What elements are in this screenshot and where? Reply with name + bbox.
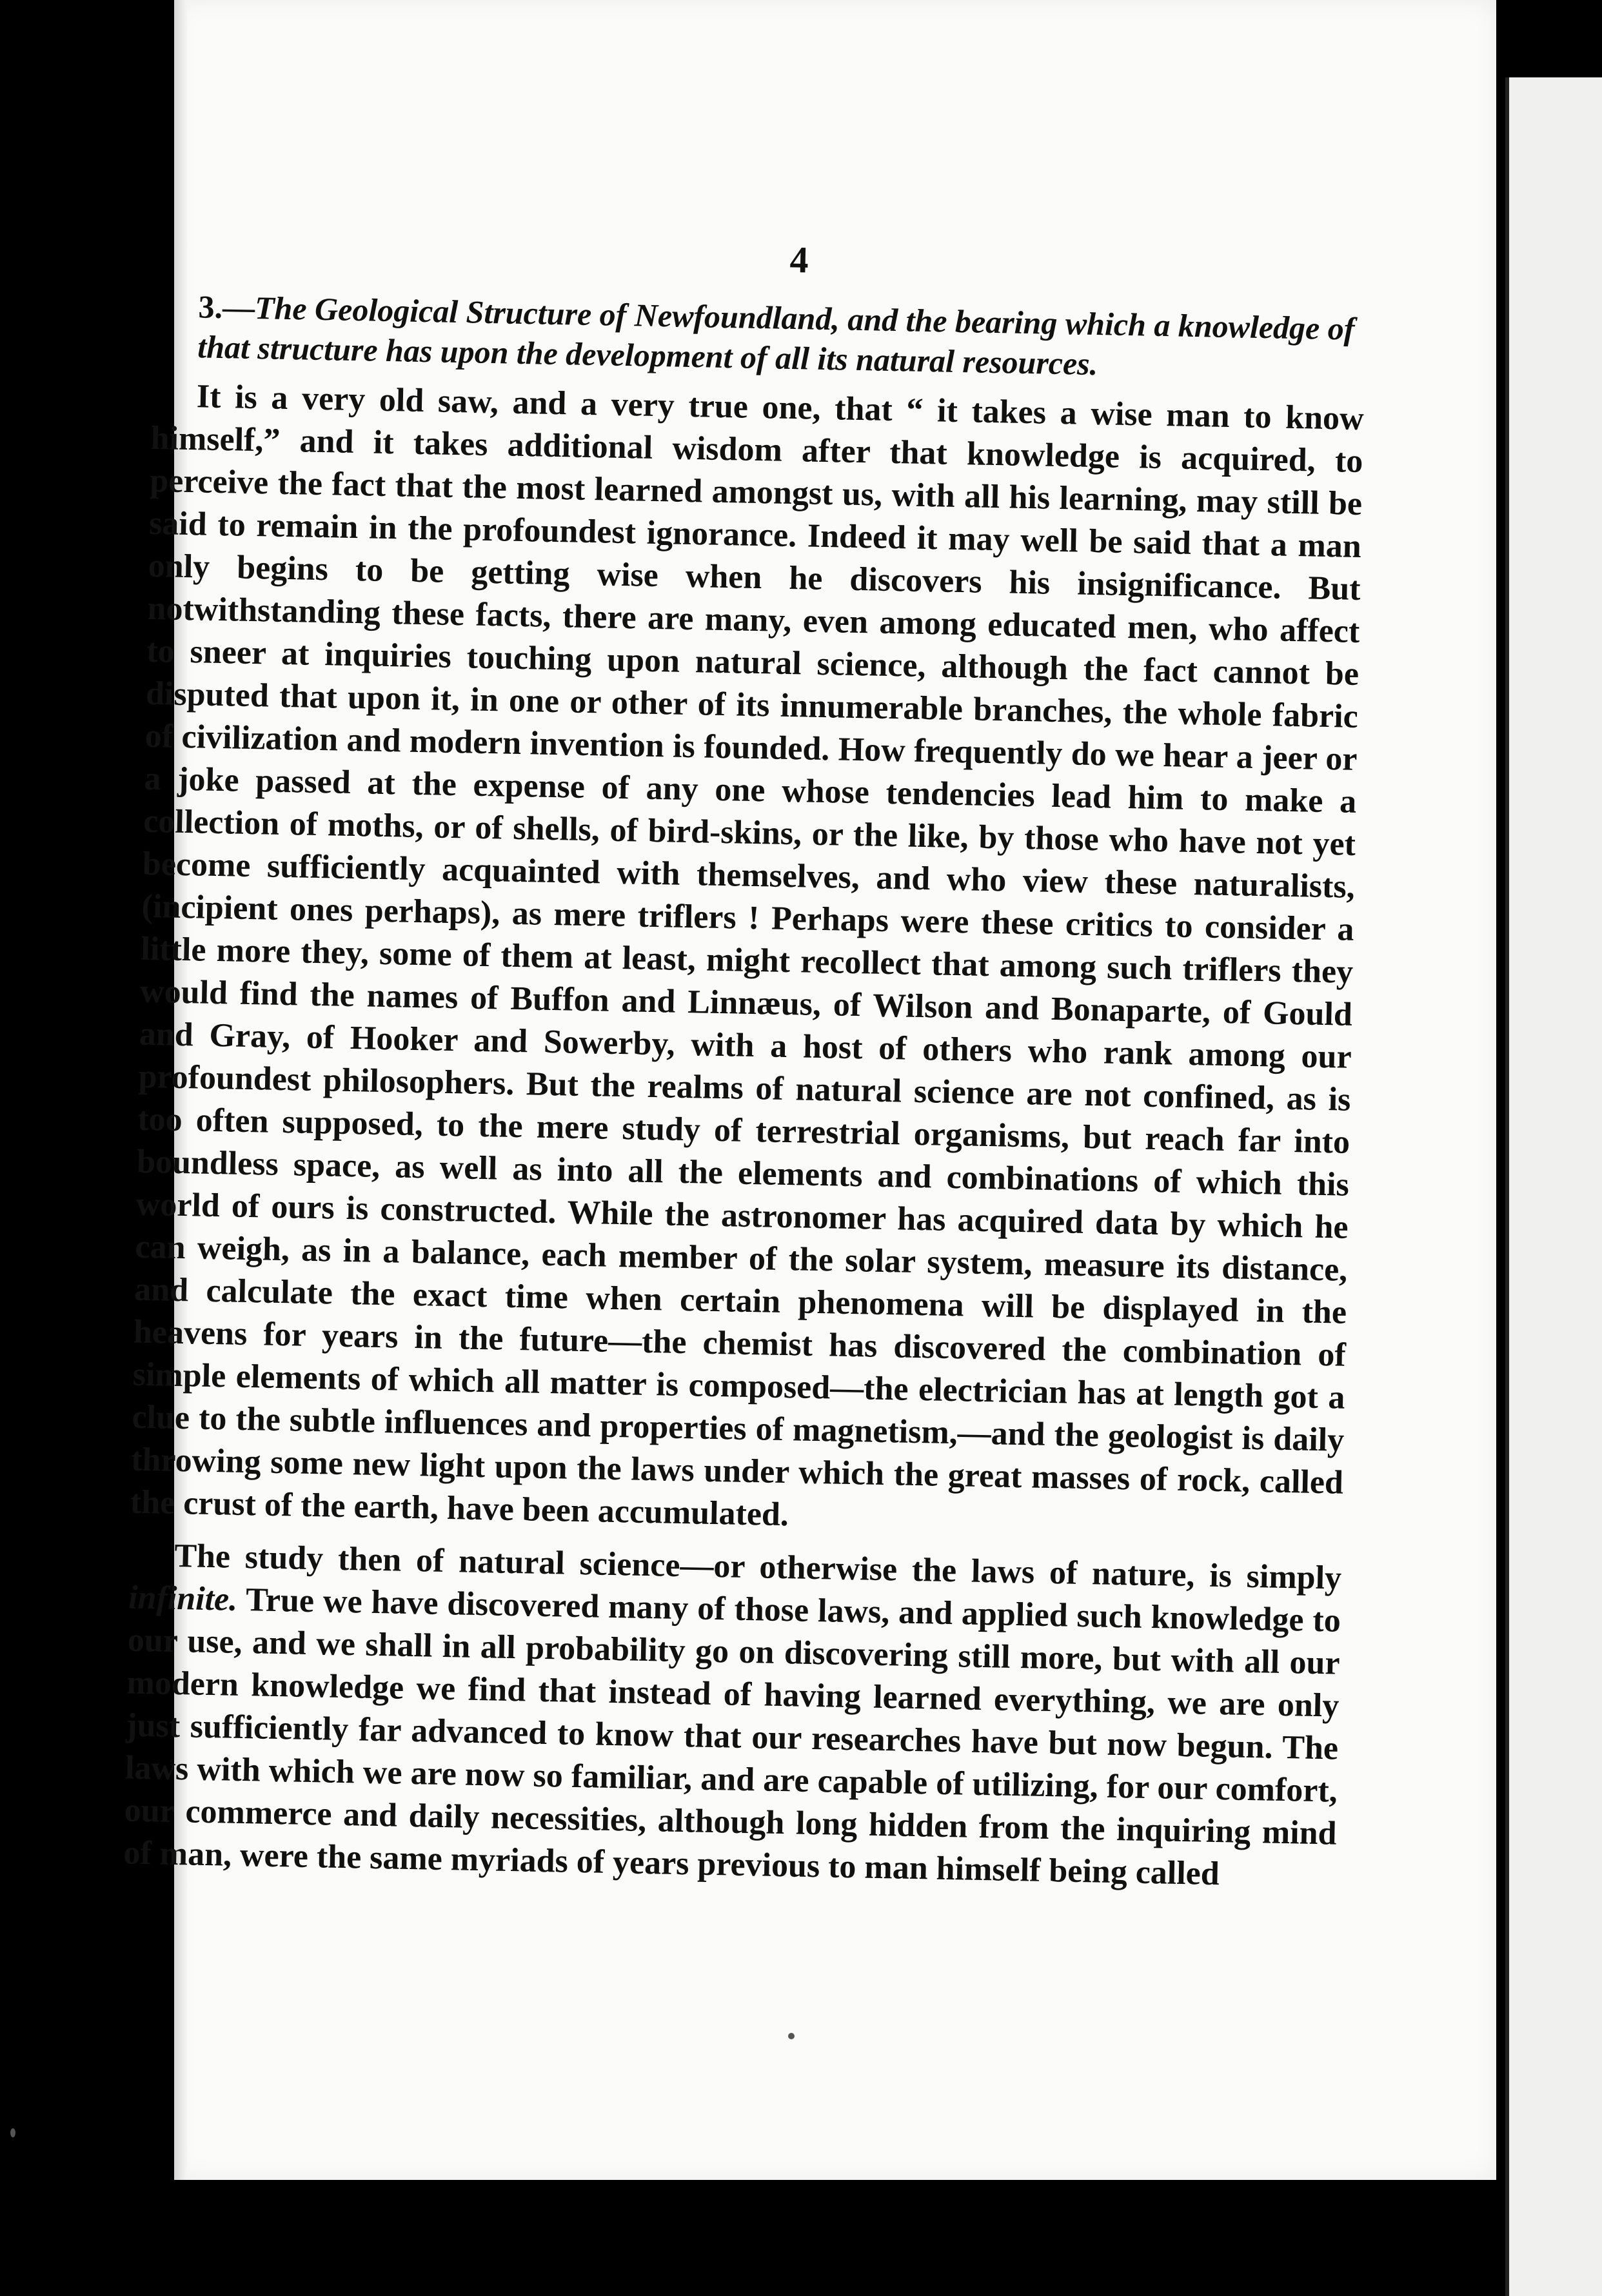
scan-speck (10, 2128, 15, 2137)
section-heading (152, 286, 1366, 389)
page-number: 4 (789, 238, 809, 281)
paragraph-2-after: True we have discovered many of those laws, and applied such knowledge to our use, and we shall in all probability go on discovering still more, but with all our modern knowledge we find that instead of having learned everything, we are only just sufficiently far advanced to know that our researches have but now begun. The laws with which we are now so familiar, and are capable of utilizing, for our comfort, our commerce and daily necessities, although long hidden from the inquiring mind of man, were the same myriads of years previous to man himself being called (123, 1581, 1341, 1893)
adjacent-page (1509, 77, 1602, 2296)
section-title: The Geological Structure of Newfoundland, and the bearing which a knowledge of that structure has upon the development of all its natural resources. (197, 290, 1355, 382)
body-paragraph-1: It is a very old saw, and a very true one, that “ it takes a wise man to know himself,” and it takes additional wisdom after that knowledge is acquired, to perceive the fact that the most learned amongst us, with all his learning, may still be said to remain in the profoundest ignorance. Indeed it may well be said that a man only begins to be getting wise when he discovers his insignificance. But notwithstanding these facts, there are many, even among educated men, who affect to sneer at inquiries touching upon natural science, although the fact cannot be disputed that upon it, in one or other of its innumerable branches, the whole fabric of civilization and modern invention is founded. How frequently do we hear a jeer or a joke passed at the expense of any one whose tendencies lead him to make a collection of moths, or of shells, of bird-skins, or the like, by those who have not yet become sufficiently acquainted with themselves, and who view these naturalists, (incipient ones perhaps), as mere triflers ! Perhaps were these critics to consider a little more they, some of them at least, might recollect that among such triflers they would find the names of Buffon and Linnæus, of Wilson and Bonaparte, of Gould and Gray, of Hooker and Sowerby, with a host of others who rank among our profoundest philosophers. But the realms of natural science are not confined, as is too often supposed, to the mere study of terrestrial organisms, but reach far into boundless space, as well as into all the elements and combinations of which this world of ours is constructed. While the astronomer has acquired data by which he can weigh, as in a balance, each member of the solar system, measure its distance, and calculate the exact time when certain phenomena will be displayed in the heavens for years in the future—the chemist has discovered the combination of simple elements of which all matter is composed—the electrician has at length got a clue to the subtle influences and properties of magnetism,—and the geologist is daily throwing some new light upon the laws under which the great masses of rock, called the crust of the earth, have been accumulated. (130, 378, 1365, 1534)
paragraph-2-before: The study then of natural science—or otherwise the laws of nature, is simply (173, 1537, 1342, 1597)
scan-speck (788, 2033, 795, 2039)
section-number: 3.— (198, 288, 255, 326)
body-paragraph-2 (123, 1534, 1342, 1898)
paragraph-2-emphasis: infinite. (128, 1579, 238, 1618)
page-content (123, 226, 1367, 1898)
